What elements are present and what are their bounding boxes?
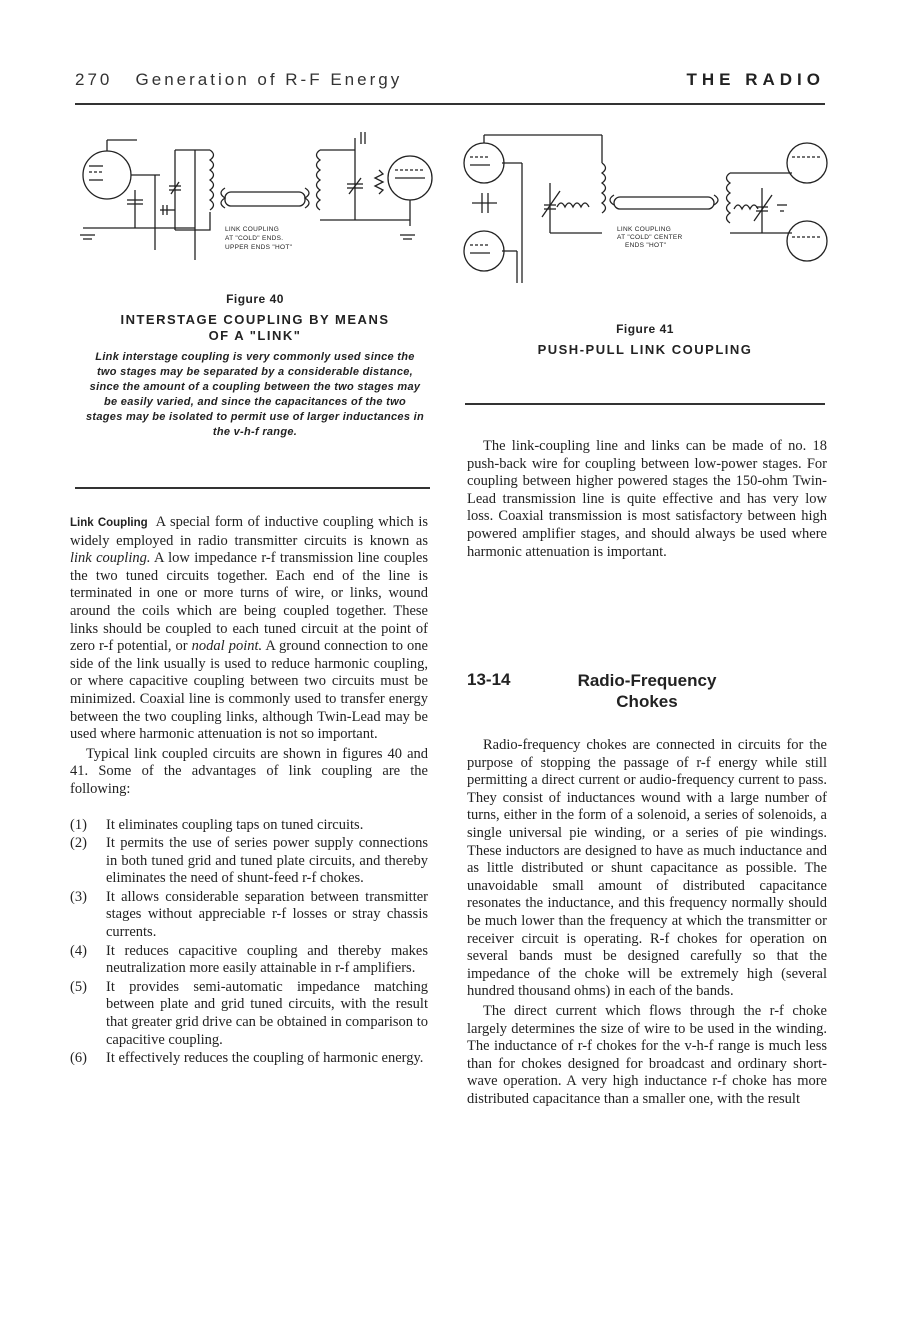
figure-41-caption [475,322,815,358]
page-number: 270 Generation of R-F Energy [75,70,403,89]
paragraph-rf-chokes: Radio-frequency chokes are connected in circuits for the purpose of stopping the passage of r-f energy while still permitting a direct current or audio-frequency current to pass. They consist of inductances wound with a large number of turns, either in the form of a solenoid, a series of solenoids, a single universal pie winding, or a series of pie windings. These inductors are designed to have as much inductance and as little distributed or shunt capacitance as possible. The unavoidable small amount of distributed capacitance resonates the inductance, and this frequency normally should be much lower than the frequency at which the transmitter or receiver circuit is operating. R-f chokes for operation on several bands must be designed carefully so that the impedance of the choke will be extremely high (several hundred thousand ohms) in each of the bands. [467,737,827,1000]
fig41-label-2: AT "COLD" CENTER [617,234,683,241]
right-column-body [467,737,827,1110]
paragraph-typical: Typical link coupled circuits are shown in figures 40 and 41. Some of the advantages of link coupling are the following: [70,745,428,797]
figure-41-title: PUSH-PULL LINK COUPLING [537,342,753,357]
figure-40-description: Link interstage coupling is very commonly used since the two stages may be separated by a considerable distance, since the amount of a coupling between the two stages may be easily varied, and since the capacitances of the two stages may be isolated to permit use of larger inductances in the v-h-f range. [85,351,424,438]
left-divider [75,487,430,489]
section-number: 13-14 [467,670,511,689]
list-item: (3) It allows considerable separation between transmitter stages without appreciable r-f losses or stray chassis currents. [70,888,428,941]
list-item: (5) It provides semi-automatic impedance matching between plate and grid tuned circuits, with the result that greater grid drive can be obtained in comparison to capacitive coupling. [70,978,428,1048]
left-column-text [70,514,428,1069]
figure-40-diagram [75,130,435,280]
figure-41-diagram [462,133,832,293]
list-item: (6) It effectively reduces the coupling of harmonic energy. [70,1050,424,1067]
fig41-label-1: LINK COUPLING [617,226,672,233]
right-column-top-text [467,438,827,563]
book-title: THE RADIO [686,70,825,89]
figure-40-caption [85,292,425,440]
figure-40-title: INTERSTAGE COUPLING BY MEANS OF A "LINK" [120,312,390,343]
section-heading [467,670,827,716]
right-divider [465,403,825,405]
header-rule [75,103,825,105]
list-item: (1) It eliminates coupling taps on tuned circuits. [70,816,364,833]
fig41-label-3: ENDS "HOT" [625,242,667,249]
paragraph-link-line: The link-coupling line and links can be made of no. 18 push-back wire for coupling between low-power stages. For coupling between higher powered stages the 150-ohm Twin-Lead transmission line is quite effective and has very low loss. Coaxial transmission is most satisfactory between high powered amplifier stages, and should always be used where harmonic attenuation is important. [467,438,827,560]
list-item: (2) It permits the use of series power supply connections in both tuned grid and tuned plate circuits, and thereby eliminates the need of shunt-feed r-f chokes. [70,835,428,887]
figure-41-number: Figure 41 [616,322,674,336]
figure-40-number: Figure 40 [226,292,284,306]
fig40-label-1: LINK COUPLING [225,226,280,233]
fig40-label-2: AT "COLD" ENDS. [225,235,284,242]
paragraph-direct-current: The direct current which flows through the r-f choke largely determines the size of wire to be used in the winding. The inductance of r-f chokes for the v-h-f range is much less than for chokes designed for broadcast and ordinary short-wave operation. A very high inductance r-f choke has more distributed capacitance than a smaller one, with the result [467,1002,827,1107]
fig40-label-3: UPPER ENDS "HOT" [225,244,293,251]
page-header [75,70,825,92]
list-item: (4) It reduces capacitive coupling and thereby makes neutralization more easily attainable in r-f amplifiers. [70,942,428,977]
section-title: Radio-Frequency Chokes [577,671,717,711]
run-head-link-coupling: Link Coupling [70,517,148,529]
advantages-list [70,817,428,1068]
paragraph-link-coupling: Link Coupling A special form of inductive coupling which is widely employed in radio transmitter circuits is known as link coupling. A low impedance r-f transmission line couples the two tuned circuits together. Each end of the line is terminated in one or more turns of wire, or links, wound around the coils which are being coupled together. These links should be coupled to each tuned circuit at the point of zero r-f potential, or nodal point. A ground connection to one side of the link usually is used to reduce harmonic coupling, or where capacitive coupling between two circuits must be minimized. Coaxial line is commonly used to transfer energy between the two coupling links, although Twin-Lead may be used where harmonic attenuation is not so important. [70,514,428,743]
